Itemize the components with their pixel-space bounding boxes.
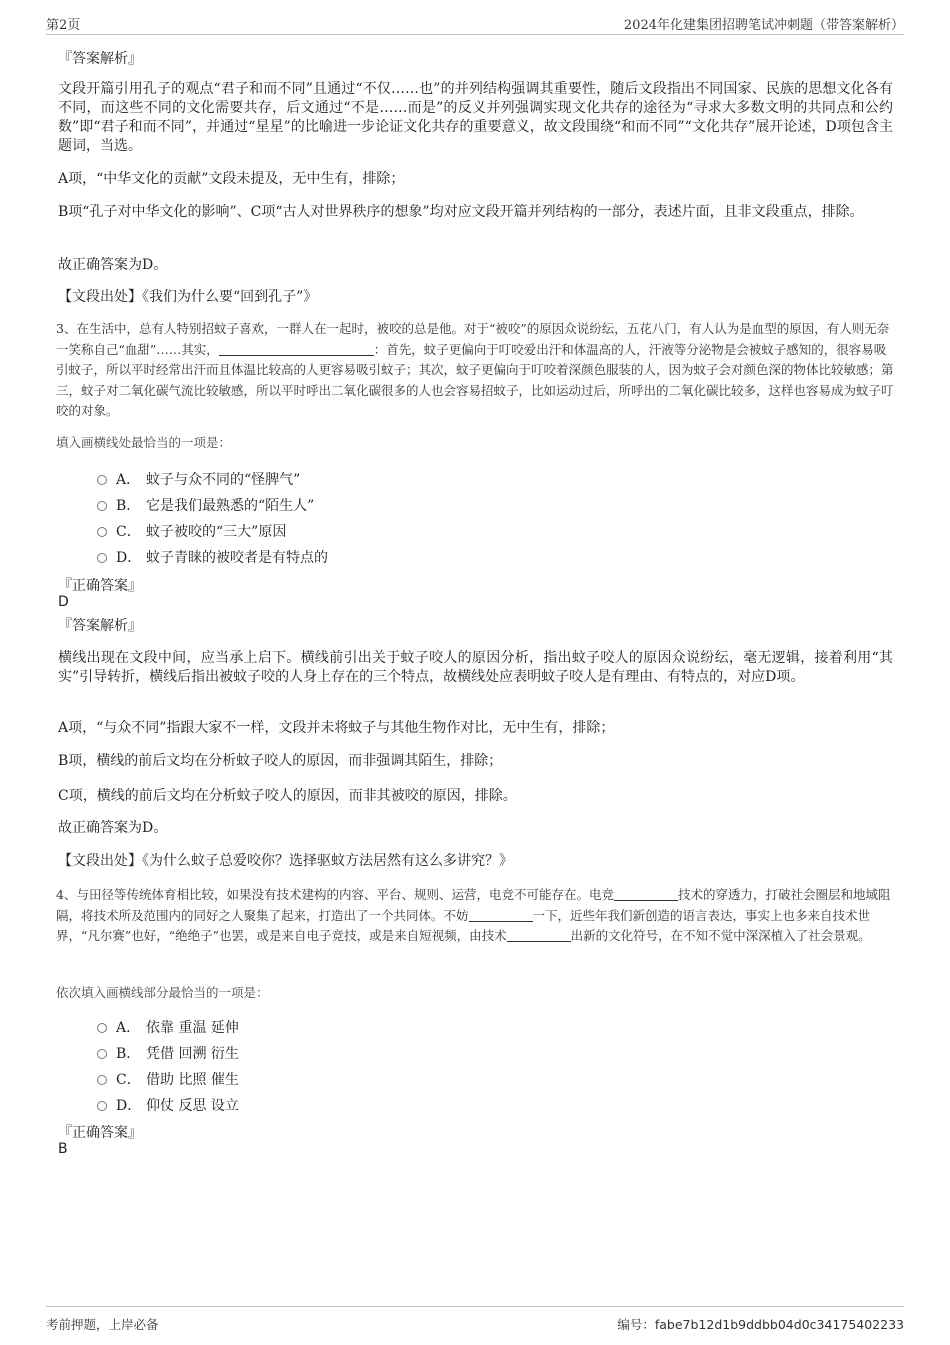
q2-source: 【文段出处】《我们为什么要“回到孔子”》 (58, 289, 318, 305)
q3-option-b-note: B项，横线的前后文均在分析蚊子咬人的原因，而非强调其陌生，排除； (58, 753, 503, 769)
q2-option-a-note: A项，“中华文化的贡献”文段未提及，无中生有，排除； (58, 171, 405, 187)
page-header (46, 10, 904, 35)
q3-stem (56, 319, 896, 422)
serial-number: fabe7b12d1b9ddbb04d0c34175402233 (654, 1317, 904, 1332)
q3-option-a-note: A项，“与众不同”指跟大家不一样，文段并未将蚊子与其他生物作对比，无中生有，排除； (58, 720, 615, 736)
serial-label: 编号： (617, 1317, 655, 1332)
q3-ask: 填入画横线处最恰当的一项是： (56, 435, 232, 450)
q2-analysis: 文段开篇引用孔子的观点“君子和而不同”且通过“不仅……也”的并列结构强调其重要性，随后文段指出不同国家、民族的思想文化各有不同，而这些不同的文化需要共存，后文通过“不是……而是”的反义并列强调实现文化共存的途径为“寻求大多数文明的共同点和公约数”即“君子和而不同”，并通过“星星”的比喻进一步论证文化共存的重要意义，故文段围绕“和而不同”“文化共存”展开论述，D项包含主题词，当选。 (58, 81, 893, 154)
q4-option-d[interactable]: D． 仰仗 反思 设立 (97, 1095, 239, 1117)
q2-conclusion: 故正确答案为D。 (58, 257, 168, 273)
q4-option-c[interactable]: C． 借助 比照 催生 (97, 1069, 239, 1091)
q4-ask: 依次填入画横线部分最恰当的一项是： (56, 985, 269, 1000)
radio-icon[interactable] (97, 475, 107, 485)
q3-option-c-note: C项，横线的前后文均在分析蚊子咬人的原因，而非其被咬的原因，排除。 (58, 788, 517, 804)
q4-answer-label: 『正确答案』 (58, 1125, 142, 1141)
radio-icon[interactable] (97, 553, 107, 563)
q3-answer-label: 『正确答案』 (58, 578, 142, 594)
radio-icon[interactable] (97, 1049, 107, 1059)
radio-icon[interactable] (97, 1101, 107, 1111)
q3-option-c[interactable]: C． 蚊子被咬的“三大”原因 (97, 521, 286, 543)
q2-option-bc-note: B项“孔子对中华文化的影响”、C项“古人对世界秩序的想象”均对应文段开篇并列结构的一部分，表述片面，且非文段重点，排除。 (58, 204, 864, 220)
q3-conclusion: 故正确答案为D。 (58, 820, 168, 836)
radio-icon[interactable] (97, 527, 107, 537)
q4-stem-part1: 4、与田径等传统体育相比较，如果没有技术建构的内容、平台、规则、运营，电竞不可能存在。电竞 (56, 887, 614, 902)
q4-option-a[interactable]: A． 依靠 重温 延伸 (97, 1017, 239, 1039)
q3-analysis: 横线出现在文段中间，应当承上启下。横线前引出关于蚊子咬人的原因分析，指出蚊子咬人的原因众说纷纭，毫无逻辑，接着利用“其实”引导转折，横线后指出被蚊子咬的人身上存在的三个特点，故横线处应表明蚊子咬人是有理由、有特点的，对应D项。 (58, 650, 893, 685)
q4-stem-part4: 出新的文化符号，在不知不觉中深深植入了社会景观。 (570, 928, 871, 943)
q3-answer: D (58, 594, 69, 610)
q4-stem-part3: 一下，近些年我们新创造的语言表达，事实上也多来自技术世界，“凡尔赛”也好，“绝绝子”也罢，或是来自电子竞技，或是来自短视频，由技术 (56, 907, 871, 943)
radio-icon[interactable] (97, 1075, 107, 1085)
radio-icon[interactable] (97, 1023, 107, 1033)
q4-option-b[interactable]: B． 凭借 回溯 衍生 (97, 1043, 239, 1065)
footer-slogan: 考前押题，上岸必备 (46, 1317, 159, 1332)
q4-answer: B (58, 1141, 68, 1157)
q4-blank-2 (469, 909, 533, 922)
page-number: 第2页 (46, 18, 81, 33)
q3-blank (219, 343, 374, 356)
radio-icon[interactable] (97, 501, 107, 511)
q3-option-a[interactable]: A． 蚊子与众不同的“怪脾气” (97, 469, 300, 491)
q4-blank-1 (614, 888, 678, 901)
q3-stem-after: ：首先，蚊子更偏向于叮咬爱出汗和体温高的人，汗液等分泌物是会被蚊子感知的，很容易吸引蚊子，所以平时经常出汗而且体温比较高的人更容易吸引蚊子；其次，蚊子更偏向于叮咬着深颜色服装的人，因为蚊子会对颜色深的物体比较敏感；第三，蚊子对二氧化碳气流比较敏感，所以平时呼出二氧化碳很多的人也会容易招蚊子，比如运动过后，所呼出的二氧化碳比较多，这样也容易成为蚊子叮咬的对象。 (56, 341, 894, 418)
document-title: 2024年化建集团招聘笔试冲刺题（带答案解析） (623, 18, 904, 33)
footer-serial (617, 1315, 904, 1333)
q3-option-d[interactable]: D． 蚊子青睐的被咬者是有特点的 (97, 547, 328, 569)
q3-option-b[interactable]: B． 它是我们最熟悉的“陌生人” (97, 495, 314, 517)
q4-stem-part2: 技术的穿透力，打破社会圈层和地域阻隔，将技术所及范围内的同好之人聚集了起来，打造出了一个共同体。不妨 (56, 887, 891, 923)
q3-analysis-label: 『答案解析』 (58, 618, 142, 634)
q4-blank-3 (507, 929, 571, 942)
q4-stem (56, 885, 896, 947)
q3-source: 【文段出处】《为什么蚊子总爱咬你？选择驱蚊方法居然有这么多讲究？》 (58, 853, 513, 869)
q3-stem-before: 3、在生活中，总有人特别招蚊子喜欢，一群人在一起时，被咬的总是他。对于“被咬”的原因众说纷纭，五花八门，有人认为是血型的原因，有人则无奈一笑称自己“血甜”……其实， (56, 321, 890, 357)
page-footer (46, 1306, 904, 1337)
q2-analysis-label: 『答案解析』 (58, 51, 142, 67)
